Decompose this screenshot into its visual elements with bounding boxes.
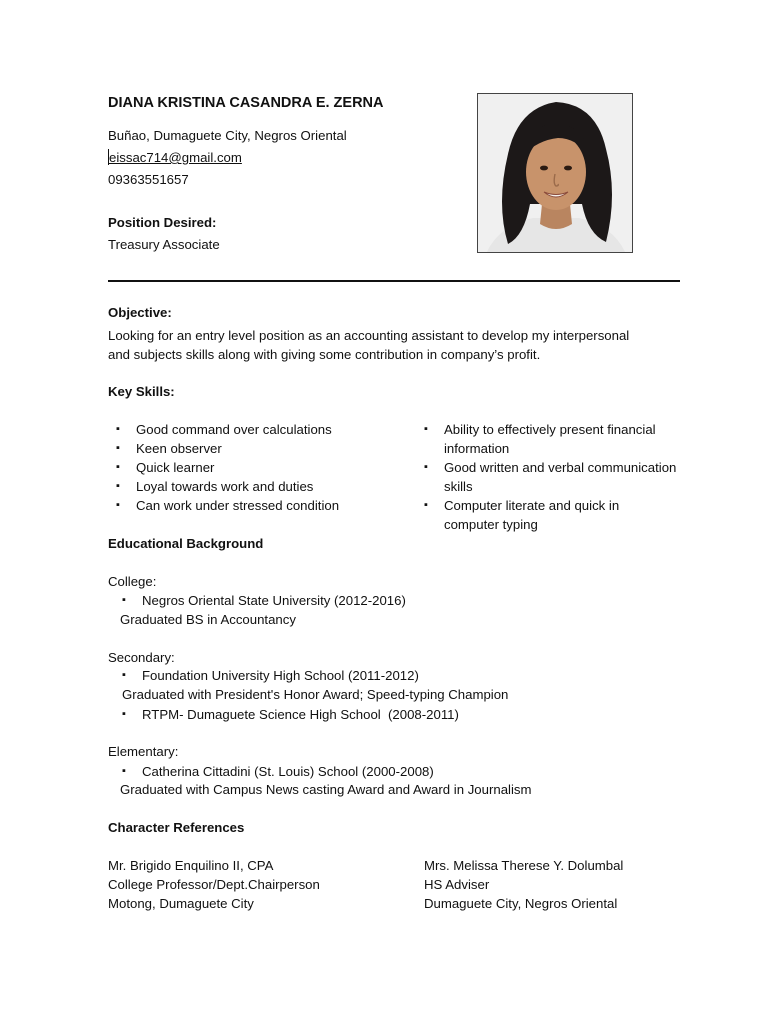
reference-1-title: College Professor/Dept.Chairperson bbox=[108, 877, 320, 892]
address: Buñao, Dumaguete City, Negros Oriental bbox=[108, 128, 347, 143]
reference-2-title: HS Adviser bbox=[424, 877, 490, 892]
elementary-label: Elementary: bbox=[108, 744, 179, 759]
list-item: ▪ Negros Oriental State University (2012-2016) bbox=[114, 591, 406, 610]
position-desired-value: Treasury Associate bbox=[108, 237, 220, 252]
objective-line-2: and subjects skills along with giving some contribution in company’s profit. bbox=[108, 347, 541, 362]
secondary-list-2 bbox=[114, 705, 459, 724]
list-item: ▪ RTPM- Dumaguete Science High School (2008-2011) bbox=[114, 705, 459, 724]
secondary-list-1 bbox=[114, 666, 419, 685]
objective-line-1: Looking for an entry level position as an accounting assistant to develop my interpersonal bbox=[108, 328, 630, 343]
key-skills-heading: Key Skills: bbox=[108, 384, 175, 399]
college-label: College: bbox=[108, 574, 157, 589]
list-item: ▪ Can work under stressed condition bbox=[108, 496, 408, 515]
elementary-list bbox=[114, 762, 434, 781]
list-item: ▪ Quick learner bbox=[108, 458, 408, 477]
list-item: ▪ Computer literate and quick in computer typing bbox=[416, 496, 644, 534]
list-item: ▪ Foundation University High School (2011-2012) bbox=[114, 666, 419, 685]
secondary-label: Secondary: bbox=[108, 650, 175, 665]
education-heading: Educational Background bbox=[108, 536, 264, 551]
objective-heading: Objective: bbox=[108, 305, 172, 320]
skills-list-right bbox=[416, 420, 684, 534]
list-item: ▪ Good written and verbal communication skills bbox=[416, 458, 684, 496]
profile-photo bbox=[477, 93, 633, 253]
list-item: ▪ Loyal towards work and duties bbox=[108, 477, 408, 496]
references-heading: Character References bbox=[108, 820, 245, 835]
list-item: ▪ Keen observer bbox=[108, 439, 408, 458]
college-note: Graduated BS in Accountancy bbox=[120, 612, 296, 627]
secondary-note: Graduated with President's Honor Award; Speed-typing Champion bbox=[122, 687, 509, 702]
reference-2-name: Mrs. Melissa Therese Y. Dolumbal bbox=[424, 858, 624, 873]
applicant-name: DIANA KRISTINA CASANDRA E. ZERNA bbox=[108, 95, 384, 111]
reference-1-location: Motong, Dumaguete City bbox=[108, 896, 254, 911]
email-link[interactable]: eissac714@gmail.com bbox=[109, 150, 242, 165]
reference-1-name: Mr. Brigido Enquilino II, CPA bbox=[108, 858, 274, 873]
reference-2-location: Dumaguete City, Negros Oriental bbox=[424, 896, 618, 911]
list-item: ▪ Good command over calculations bbox=[108, 420, 408, 439]
list-item: ▪ Ability to effectively present financial information bbox=[416, 420, 684, 458]
college-list bbox=[114, 591, 406, 610]
phone-number: 09363551657 bbox=[108, 172, 189, 187]
header-divider bbox=[108, 280, 680, 282]
elementary-note: Graduated with Campus News casting Award and Award in Journalism bbox=[120, 782, 532, 797]
list-item: ▪ Catherina Cittadini (St. Louis) School (2000-2008) bbox=[114, 762, 434, 781]
position-desired-label: Position Desired: bbox=[108, 215, 217, 230]
skills-list-left bbox=[108, 420, 408, 515]
